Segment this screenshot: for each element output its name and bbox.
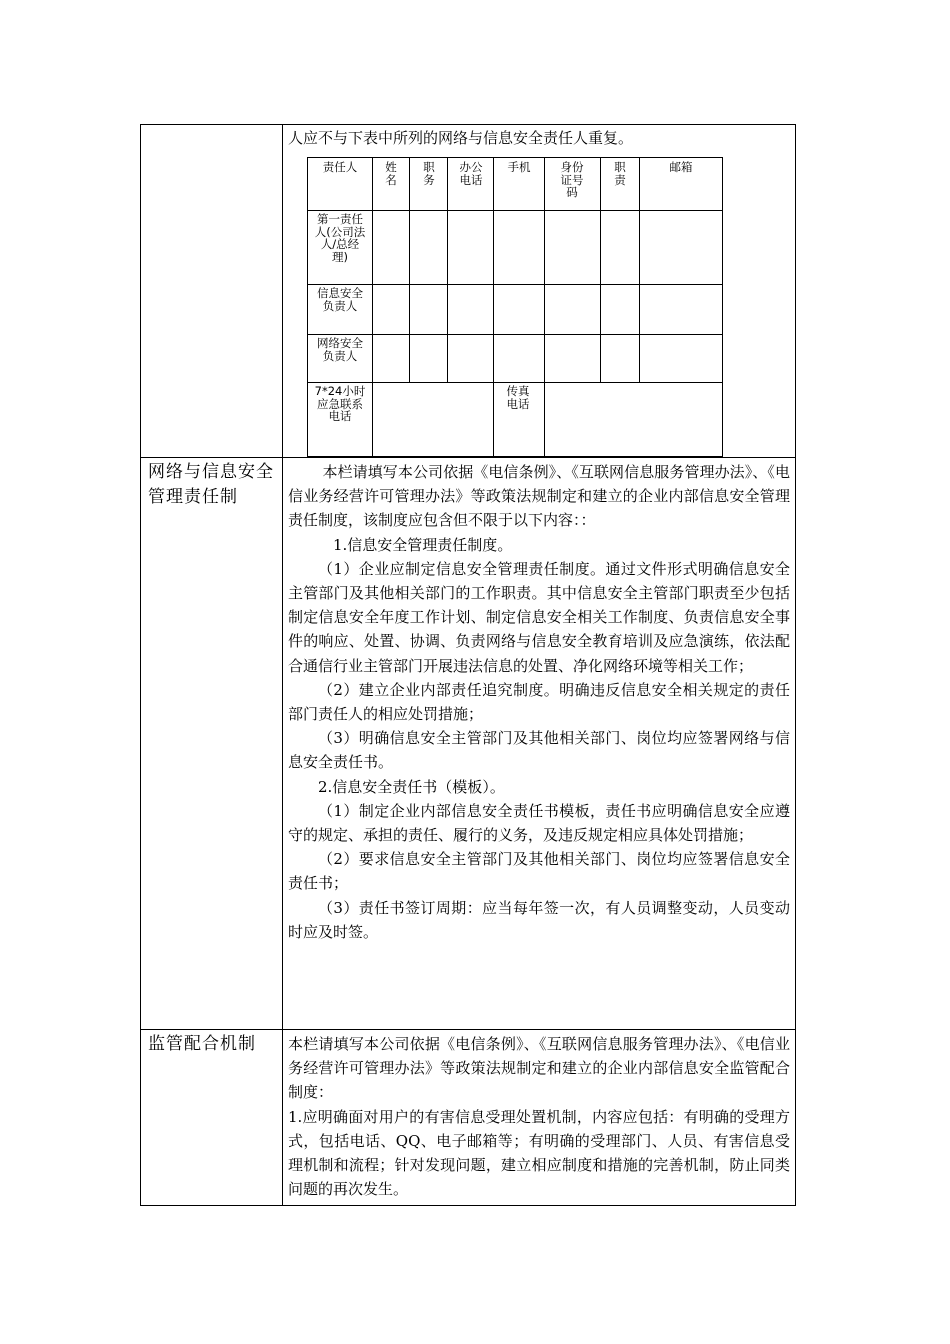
header-duty: 职责 <box>614 160 626 187</box>
header-responsible-person: 责任人 <box>322 160 358 174</box>
section-label-responsibility: 网络与信息安全管理责任制 <box>148 462 274 507</box>
header-office-phone: 办公电话 <box>459 160 483 187</box>
header-id-number: 身份证号码 <box>560 160 584 199</box>
row-divider <box>140 457 796 458</box>
section-label-supervision: 监管配合机制 <box>148 1034 256 1054</box>
paragraph: 2.信息安全责任书（模板）。 <box>318 777 505 796</box>
paragraph: （1）制定企业内部信息安全责任书模板，责任书应明确信息安全应遵守的规定、承担的责任、履行的义务，及违反规定相应具体处罚措施； <box>288 801 790 845</box>
emergency-phone-label: 7*24小时应急联系电话 <box>314 384 366 423</box>
paragraph: （2）要求信息安全主管部门及其他相关部门、岗位均应签署信息安全责任书； <box>288 850 790 893</box>
header-email: 邮箱 <box>669 160 693 174</box>
paragraph: 1.应明确面对用户的有害信息受理处置机制，内容应包括：有明确的受理方式，包括电话、QQ、电子邮箱等；有明确的受理部门、人员、有害信息受理机制和流程；针对发现问题，建立相应制度和措施的完善机制，防止同类问题的再次发生。 <box>288 1107 790 1199</box>
row-divider <box>140 1029 796 1030</box>
paragraph: （2）建立企业内部责任追究制度。明确违反信息安全相关规定的责任部门责任人的相应处罚措施； <box>288 680 790 724</box>
paragraph: 本栏请填写本公司依据《电信条例》、《互联网信息服务管理办法》、《电信业务经营许可管理办法》等政策法规制定和建立的企业内部信息安全管理责任制度，该制度应包含但不限于以下内容：： <box>288 463 790 530</box>
header-position: 职务 <box>423 160 435 187</box>
header-mobile: 手机 <box>507 160 531 174</box>
header-name: 姓名 <box>385 160 397 187</box>
section-content-responsibility <box>288 460 790 944</box>
paragraph: （3）明确信息安全主管部门及其他相关部门、岗位均应签署网络与信息安全责任书。 <box>288 729 790 772</box>
fax-label: 传真电话 <box>506 384 530 411</box>
row-first-responsible: 第一责任人(公司法人/总经理) <box>314 212 366 264</box>
paragraph: （1）企业应制定信息安全管理责任制度。通过文件形式明确信息安全主管部门及其他相关部门的工作职责。其中信息安全主管部门职责至少包括制定信息安全年度工作计划、制定信息安全相关工作制度、负责信息安全事件的响应、处置、协调、负责网络与信息安全教育培训及应急演练，依法配合通信行业主管部门开展违法信息的处置、净化网络环境等相关工作； <box>288 559 790 675</box>
paragraph: （3）责任书签订周期：应当每年签一次，有人员调整变动，人员变动时应及时签。 <box>288 898 790 941</box>
row-network-security-lead: 网络安全负责人 <box>317 336 363 363</box>
column-divider <box>282 124 283 1206</box>
row-info-security-lead: 信息安全负责人 <box>317 286 363 313</box>
section-content-supervision <box>288 1032 790 1201</box>
paragraph: 1.信息安全管理责任制度。 <box>333 535 513 554</box>
paragraph: 本栏请填写本公司依据《电信条例》、《互联网信息服务管理办法》、《电信业务经营许可管理办法》等政策法规制定和建立的企业内部信息安全监管配合制度： <box>288 1035 790 1102</box>
responsibility-table <box>307 157 723 457</box>
intro-text: 人应不与下表中所列的网络与信息安全责任人重复。 <box>288 129 634 147</box>
